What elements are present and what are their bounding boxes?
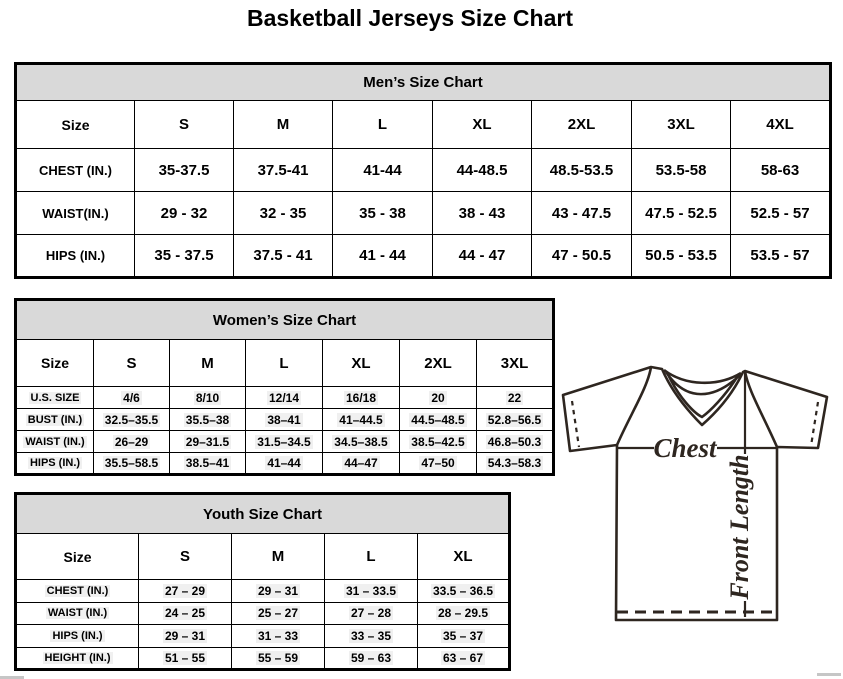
front-length-measurement-label: Front Length: [725, 454, 754, 600]
mens-value-cell-text: 41-44: [363, 161, 402, 179]
womens-row-label-text: WAIST (IN.): [25, 435, 85, 448]
mens-row-label-text: WAIST(IN.): [42, 205, 109, 221]
youth-row-label: [16, 647, 139, 670]
womens-size-3xl-text: 3XL: [500, 354, 529, 372]
youth-size-chart-section: [14, 492, 511, 671]
mens-value-cell-text: 53.5-58: [655, 161, 707, 179]
mens-size-s-text: S: [178, 116, 189, 133]
mens-size-header-text: Size: [61, 116, 90, 133]
womens-value-cell-text: 44.5–48.5: [411, 412, 465, 427]
mens-size-m: [234, 101, 333, 149]
youth-measurement-row: [16, 647, 510, 670]
mens-value-cell-text: 44-48.5: [456, 161, 508, 179]
mens-value-cell-text: 35 - 38: [359, 204, 406, 222]
youth-size-l-text: L: [366, 548, 376, 565]
youth-value-cell: [325, 580, 418, 603]
youth-table-title: [16, 494, 510, 534]
mens-measurement-row: [16, 235, 831, 278]
womens-value-cell: [400, 431, 477, 453]
mens-value-cell: [433, 235, 532, 278]
womens-value-cell: [94, 387, 170, 409]
womens-size-m-text: M: [201, 354, 214, 372]
mens-size-m-text: M: [276, 116, 290, 133]
mens-value-cell-text: 47 - 50.5: [551, 247, 612, 264]
youth-value-cell: [139, 602, 232, 625]
womens-value-cell-text: 32.5–35.5: [104, 412, 159, 427]
mens-value-cell: [632, 149, 731, 192]
mens-value-cell-text: 37.5-41: [257, 161, 309, 179]
womens-measurement-row: [16, 453, 554, 475]
womens-size-chart-table: [14, 298, 555, 476]
womens-value-cell: [246, 387, 323, 409]
mens-value-cell: [731, 192, 831, 235]
page-title: Basketball Jerseys Size Chart: [246, 5, 573, 31]
womens-measurement-row: [16, 431, 554, 453]
youth-value-cell: [325, 625, 418, 648]
youth-value-cell-text: 35 – 37: [442, 628, 484, 643]
mens-measurement-row: [16, 192, 831, 235]
youth-size-xl-text: XL: [453, 548, 473, 565]
womens-value-cell: [477, 409, 554, 431]
womens-value-cell: [477, 453, 554, 475]
womens-value-cell-text: 35.5–58.5: [104, 456, 159, 470]
womens-value-cell-text: 41–44.5: [339, 412, 383, 427]
mens-value-cell: [433, 149, 532, 192]
womens-value-cell-text: 22: [507, 390, 522, 405]
youth-row-label: [16, 580, 139, 603]
womens-value-cell-text: 46.8–50.3: [487, 434, 542, 449]
womens-row-label-text: BUST (IN.): [27, 413, 83, 426]
womens-value-cell: [170, 431, 246, 453]
youth-measurement-row: [16, 602, 510, 625]
womens-size-m: [170, 340, 246, 387]
mens-size-l-text: L: [377, 116, 388, 133]
mens-value-cell: [632, 192, 731, 235]
womens-row-label-text: HIPS (IN.): [29, 457, 81, 469]
youth-size-header-text: Size: [63, 548, 92, 565]
mens-value-cell-text: 32 - 35: [259, 204, 307, 222]
youth-value-cell: [325, 647, 418, 670]
mens-value-cell-text: 37.5 - 41: [253, 247, 313, 264]
womens-value-cell: [170, 409, 246, 431]
youth-value-cell-text: 24 – 25: [164, 606, 206, 621]
mens-value-cell-text: 35 - 37.5: [154, 247, 214, 264]
mens-table-title-text: Men’s Size Chart: [363, 74, 483, 91]
mens-size-l: [333, 101, 433, 149]
mens-value-cell: [234, 192, 333, 235]
womens-value-cell: [246, 453, 323, 475]
youth-value-cell-text: 27 – 29: [164, 583, 206, 598]
womens-value-cell-text: 54.3–58.3: [487, 456, 542, 470]
mens-value-cell-text: 41 - 44: [359, 247, 406, 264]
womens-row-label: [16, 409, 94, 431]
youth-measurement-row: [16, 625, 510, 648]
womens-value-cell-text: 16/18: [345, 390, 377, 405]
mens-table-title: [16, 64, 831, 101]
mens-value-cell: [731, 235, 831, 278]
womens-row-label-text: U.S. SIZE: [30, 391, 80, 404]
womens-value-cell-text: 38–41: [267, 412, 301, 427]
womens-size-xl-text: XL: [351, 354, 371, 372]
mens-row-label: [16, 192, 135, 235]
womens-size-header: [16, 340, 94, 387]
mens-value-cell: [333, 149, 433, 192]
womens-row-label: [16, 431, 94, 453]
youth-row-label: [16, 625, 139, 648]
womens-value-cell-text: 52.8–56.5: [487, 412, 542, 427]
mens-value-cell-text: 52.5 - 57: [750, 204, 810, 222]
youth-size-m: [232, 534, 325, 580]
womens-size-2xl: [400, 340, 477, 387]
mens-value-cell: [532, 149, 632, 192]
womens-value-cell: [323, 409, 400, 431]
mens-measurement-row: [16, 149, 831, 192]
womens-measurement-row: [16, 387, 554, 409]
mens-value-cell: [135, 149, 234, 192]
youth-row-label-text: WAIST (IN.): [47, 607, 108, 620]
womens-value-cell-text: 34.5–38.5: [334, 434, 388, 449]
youth-value-cell: [232, 580, 325, 603]
mens-size-4xl-text: 4XL: [766, 116, 794, 133]
mens-value-cell: [234, 235, 333, 278]
mens-value-cell-text: 53.5 - 57: [750, 247, 810, 264]
youth-value-cell-text: 55 – 59: [257, 650, 299, 665]
mens-size-2xl: [532, 101, 632, 149]
youth-value-cell-text: 51 – 55: [164, 650, 206, 665]
womens-value-cell-text: 26–29: [114, 434, 149, 449]
mens-value-cell-text: 29 - 32: [160, 204, 208, 222]
womens-value-cell: [323, 453, 400, 475]
womens-value-cell-text: 38.5–42.5: [411, 434, 465, 449]
womens-value-cell: [477, 431, 554, 453]
mens-size-xl-text: XL: [472, 116, 492, 133]
womens-value-cell-text: 8/10: [195, 390, 220, 405]
womens-table-title-text: Women’s Size Chart: [212, 311, 357, 329]
mens-value-cell-text: 35-37.5: [158, 161, 210, 179]
womens-value-cell-text: 20: [431, 390, 445, 405]
womens-value-cell: [170, 387, 246, 409]
youth-value-cell: [418, 602, 510, 625]
mens-size-4xl: [731, 101, 831, 149]
mens-row-label: [16, 149, 135, 192]
mens-value-cell: [234, 149, 333, 192]
youth-value-cell-text: 27 – 28: [350, 606, 392, 621]
womens-value-cell: [170, 453, 246, 475]
womens-value-cell-text: 47–50: [421, 456, 455, 470]
youth-size-chart-table: [14, 492, 511, 671]
womens-measurement-row: [16, 409, 554, 431]
chest-measurement-label: Chest: [653, 433, 717, 463]
youth-value-cell: [232, 602, 325, 625]
youth-value-cell-text: 31 – 33: [257, 628, 299, 643]
mens-size-2xl-text: 2XL: [567, 116, 596, 133]
womens-table-title: [16, 300, 554, 340]
youth-value-cell: [418, 625, 510, 648]
jersey-outline: [563, 367, 827, 620]
youth-value-cell-text: 33 – 35: [350, 628, 392, 643]
womens-value-cell-text: 41–44: [267, 456, 301, 470]
womens-value-cell: [323, 387, 400, 409]
womens-value-cell: [400, 409, 477, 431]
youth-value-cell-text: 29 – 31: [164, 628, 206, 643]
mens-size-3xl: [632, 101, 731, 149]
youth-row-label: [16, 602, 139, 625]
mens-value-cell: [333, 192, 433, 235]
jersey-measurement-diagram: [550, 355, 843, 625]
youth-value-cell: [418, 580, 510, 603]
mens-size-3xl-text: 3XL: [667, 116, 695, 133]
youth-value-cell-text: 59 – 63: [350, 650, 392, 665]
womens-size-2xl-text: 2XL: [424, 354, 452, 372]
womens-value-cell-text: 35.5–38: [185, 412, 230, 427]
womens-size-chart-section: [14, 298, 555, 476]
scrollbar-fragment-right: [817, 673, 841, 676]
youth-value-cell: [418, 647, 510, 670]
youth-value-cell-text: 28 – 29.5: [437, 606, 489, 621]
youth-row-label-text: CHEST (IN.): [46, 584, 109, 597]
womens-size-l: [246, 340, 323, 387]
mens-value-cell: [731, 149, 831, 192]
mens-value-cell-text: 47.5 - 52.5: [645, 204, 717, 222]
mens-value-cell: [632, 235, 731, 278]
womens-value-cell-text: 31.5–34.5: [257, 434, 311, 449]
womens-value-cell: [400, 453, 477, 475]
youth-row-label-text: HEIGHT (IN.): [44, 651, 111, 664]
womens-value-cell: [94, 453, 170, 475]
mens-size-xl: [433, 101, 532, 149]
youth-size-xl: [418, 534, 510, 580]
womens-value-cell-text: 12/14: [268, 390, 300, 405]
mens-value-cell: [333, 235, 433, 278]
mens-value-cell: [433, 192, 532, 235]
mens-size-chart-table: [14, 62, 832, 279]
youth-size-s-text: S: [179, 548, 190, 565]
mens-row-label-text: CHEST (IN.): [39, 162, 112, 178]
youth-row-label-text: HIPS (IN.): [52, 629, 103, 642]
youth-value-cell-text: 33.5 – 36.5: [432, 583, 494, 598]
womens-value-cell-text: 29–31.5: [185, 434, 230, 449]
womens-row-label: [16, 453, 94, 475]
mens-value-cell-text: 43 - 47.5: [551, 204, 612, 222]
womens-value-cell: [94, 409, 170, 431]
youth-value-cell: [139, 647, 232, 670]
womens-size-s: [94, 340, 170, 387]
mens-value-cell-text: 38 - 43: [458, 204, 506, 222]
youth-value-cell: [139, 625, 232, 648]
youth-size-header: [16, 534, 139, 580]
mens-value-cell-text: 50.5 - 53.5: [645, 247, 717, 264]
youth-size-s: [139, 534, 232, 580]
youth-value-cell-text: 31 – 33.5: [345, 583, 397, 598]
collar-back-arc-upper: [664, 370, 741, 383]
mens-value-cell: [532, 192, 632, 235]
womens-row-label: [16, 387, 94, 409]
youth-measurement-row: [16, 580, 510, 603]
youth-size-l: [325, 534, 418, 580]
mens-value-cell: [135, 235, 234, 278]
womens-value-cell: [477, 387, 554, 409]
womens-value-cell: [94, 431, 170, 453]
womens-size-l-text: L: [279, 354, 289, 372]
womens-value-cell: [323, 431, 400, 453]
youth-table-title-text: Youth Size Chart: [203, 505, 322, 523]
youth-size-m-text: M: [271, 548, 285, 565]
youth-value-cell-text: 25 – 27: [257, 606, 299, 621]
womens-value-cell: [246, 431, 323, 453]
womens-value-cell: [246, 409, 323, 431]
youth-value-cell: [232, 647, 325, 670]
youth-value-cell: [325, 602, 418, 625]
mens-value-cell-text: 44 - 47: [458, 247, 506, 264]
womens-size-s-text: S: [126, 354, 137, 372]
mens-row-label: [16, 235, 135, 278]
mens-value-cell: [532, 235, 632, 278]
youth-value-cell-text: 63 – 67: [442, 650, 484, 665]
mens-size-s: [135, 101, 234, 149]
mens-value-cell-text: 48.5-53.5: [549, 161, 614, 179]
womens-value-cell: [400, 387, 477, 409]
mens-value-cell-text: 58-63: [760, 161, 800, 179]
youth-value-cell: [232, 625, 325, 648]
womens-size-xl: [323, 340, 400, 387]
womens-size-header-text: Size: [40, 355, 69, 371]
mens-size-chart-section: [14, 62, 832, 279]
youth-value-cell: [139, 580, 232, 603]
womens-value-cell-text: 44–47: [344, 456, 378, 470]
mens-value-cell: [135, 192, 234, 235]
mens-row-label-text: HIPS (IN.): [45, 248, 106, 263]
womens-size-3xl: [477, 340, 554, 387]
womens-value-cell-text: 38.5–41: [185, 456, 230, 470]
youth-value-cell-text: 29 – 31: [257, 583, 299, 598]
womens-value-cell-text: 4/6: [123, 390, 140, 405]
mens-size-header: [16, 101, 135, 149]
